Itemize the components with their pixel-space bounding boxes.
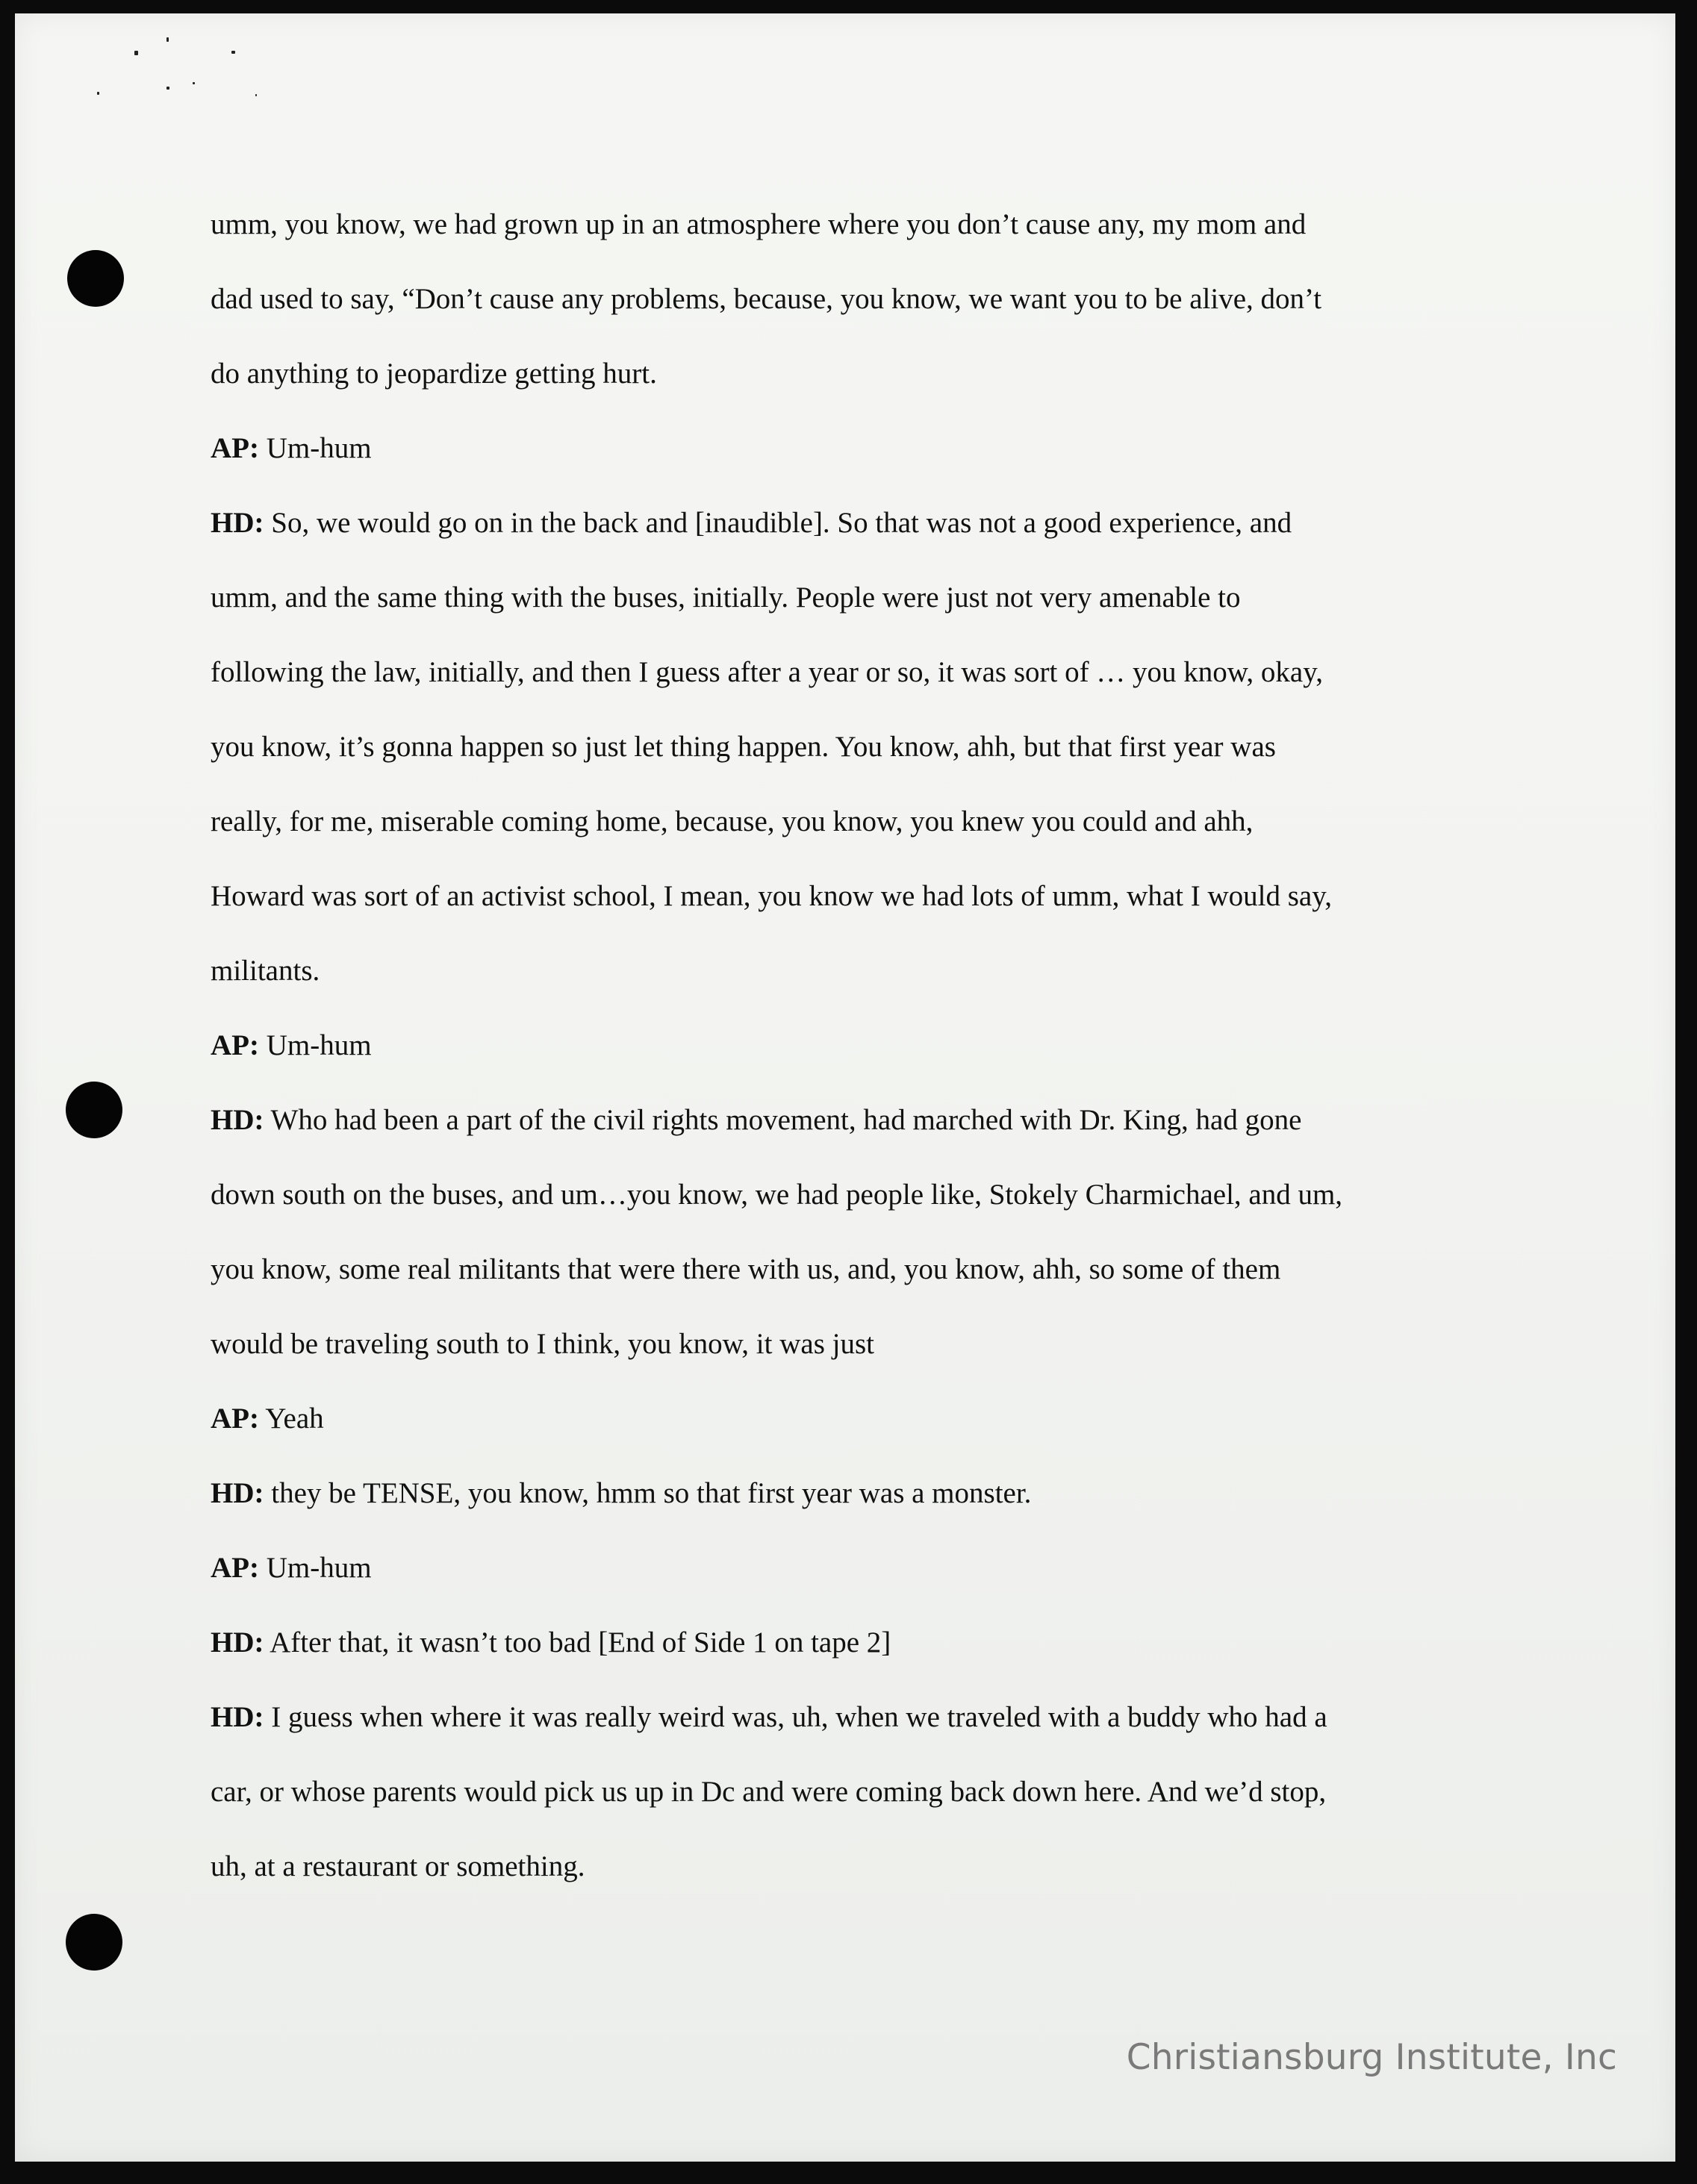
line-text: After that, it wasn’t too bad [End of Side 1 on tape 2] — [264, 1626, 891, 1659]
speaker-label: AP: — [211, 1029, 259, 1061]
transcript-line — [211, 282, 1321, 316]
line-text: Um-hum — [258, 1552, 372, 1584]
transcript-line — [211, 879, 1332, 913]
transcript-line — [211, 506, 1292, 540]
transcript-line — [211, 1551, 372, 1585]
transcript-line — [211, 954, 320, 988]
paper-speck — [255, 94, 257, 96]
transcript-line — [211, 581, 1241, 614]
transcript-line — [211, 1775, 1326, 1809]
transcript-line — [211, 1700, 1327, 1734]
speaker-label: AP: — [211, 1552, 259, 1584]
speaker-label: HD: — [211, 507, 264, 539]
line-text: really, for me, miserable coming home, because, you know, you knew you could and ahh, — [211, 805, 1254, 837]
speaker-label: HD: — [211, 1104, 264, 1136]
transcript-line — [211, 1103, 1301, 1137]
line-text: uh, at a restaurant or something. — [211, 1850, 585, 1882]
line-text: Um-hum — [258, 432, 372, 464]
transcript-line — [211, 1850, 585, 1883]
transcript-line — [211, 730, 1276, 764]
speaker-label: HD: — [211, 1626, 264, 1659]
paper-speck — [193, 82, 195, 84]
punch-hole-bottom — [66, 1914, 122, 1971]
transcript-line — [211, 1476, 1031, 1510]
line-text: they be TENSE, you know, hmm so that first year was a monster. — [264, 1477, 1032, 1509]
transcript-line — [211, 1327, 874, 1361]
transcript-line — [211, 1178, 1342, 1211]
speaker-label: AP: — [211, 432, 259, 464]
paper-speck — [134, 51, 138, 55]
transcript-line — [211, 208, 1306, 241]
line-text: Who had been a part of the civil rights movement, had marched with Dr. King, had gone — [264, 1104, 1302, 1136]
transcript-line — [211, 431, 372, 465]
line-text: Howard was sort of an activist school, I mean, you know we had lots of umm, what I would say, — [211, 880, 1332, 912]
transcript-line — [211, 1402, 324, 1435]
line-text: car, or whose parents would pick us up in Dc and were coming back down here. And we’d stop, — [211, 1776, 1327, 1808]
line-text: dad used to say, “Don’t cause any problems, because, you know, we want you to be alive, don’t — [211, 283, 1322, 315]
line-text: I guess when where it was really weird was, uh, when we traveled with a buddy who had a — [264, 1701, 1327, 1733]
line-text: umm, and the same thing with the buses, initially. People were just not very amenable to — [211, 581, 1241, 614]
line-text: following the law, initially, and then I guess after a year or so, it was sort of … you know, okay, — [211, 656, 1323, 688]
transcript-line — [211, 1252, 1280, 1286]
paper-speck — [231, 51, 235, 54]
line-text: So, we would go on in the back and [inaudible]. So that was not a good experience, and — [264, 507, 1292, 539]
line-text: do anything to jeopardize getting hurt. — [211, 358, 657, 390]
paper-speck — [97, 92, 99, 95]
paper-speck — [166, 87, 169, 90]
line-text: would be traveling south to I think, you know, it was just — [211, 1328, 874, 1360]
paper-page — [15, 13, 1675, 2162]
watermark: Christiansburg Institute, Inc — [1126, 2037, 1617, 2078]
transcript-line — [211, 1626, 891, 1659]
transcript-line — [211, 357, 657, 390]
line-text: militants. — [211, 955, 320, 987]
line-text: down south on the buses, and um…you know, we had people like, Stokely Charmichael, and um, — [211, 1179, 1343, 1211]
speaker-label: AP: — [211, 1403, 259, 1435]
punch-hole-middle — [66, 1082, 122, 1138]
transcript-line — [211, 1029, 372, 1062]
paper-speck — [166, 37, 169, 42]
transcript-line — [211, 805, 1253, 838]
line-text: umm, you know, we had grown up in an atmosphere where you don’t cause any, my mom and — [211, 208, 1307, 240]
punch-hole-top — [67, 250, 124, 307]
line-text: you know, some real militants that were there with us, and, you know, ahh, so some of them — [211, 1253, 1281, 1285]
transcript-line — [211, 655, 1323, 689]
line-text: Yeah — [258, 1403, 324, 1435]
speaker-label: HD: — [211, 1701, 264, 1733]
line-text: you know, it’s gonna happen so just let thing happen. You know, ahh, but that first year was — [211, 731, 1276, 763]
line-text: Um-hum — [258, 1029, 372, 1061]
speaker-label: HD: — [211, 1477, 264, 1509]
